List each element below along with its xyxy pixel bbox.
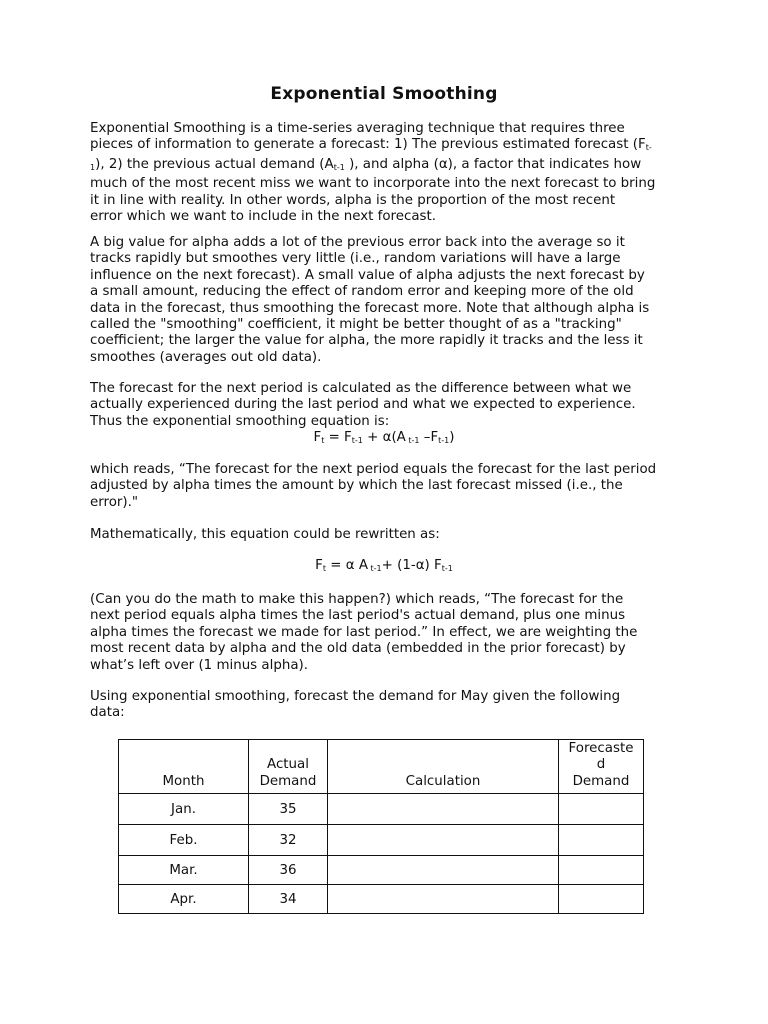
text-line: called the "smoothing" coefficient, it might be better thought of as a "tracking" bbox=[90, 317, 622, 333]
smoothing-equation: $F_t = F_{t-1} + \alpha(A$ $_{t-1}$ $-F_{t-1}$) bbox=[313, 430, 455, 445]
table-row bbox=[119, 825, 644, 856]
text-line: which reads, “The forecast for the next period equals the forecast for the last period bbox=[90, 462, 657, 477]
paragraph-math bbox=[90, 592, 682, 674]
text-line: Exponential Smoothing is a time-series averaging technique that requires three bbox=[90, 121, 625, 136]
cell-calculation[interactable] bbox=[328, 794, 559, 825]
demand-table bbox=[118, 739, 644, 914]
cell-calculation[interactable] bbox=[328, 885, 559, 914]
column-header-calculation: Calculation bbox=[328, 740, 559, 794]
paragraph-rewrite bbox=[90, 527, 682, 543]
text-line: a small amount, reducing the effect of random error and keeping more of the old bbox=[90, 284, 634, 300]
paragraph-forecast bbox=[90, 381, 682, 430]
cell-demand: 35 bbox=[249, 794, 328, 825]
cell-forecast[interactable] bbox=[559, 885, 644, 914]
text-line: much of the most recent miss we want to incorporate into the next forecast to bring bbox=[90, 176, 656, 192]
page-title: Exponential Smoothing bbox=[270, 84, 498, 104]
text-line: data in the forecast, thus smoothing the forecast more. Note that although alpha is bbox=[90, 300, 650, 316]
paragraph-question bbox=[90, 689, 682, 722]
text-line: smoothes (averages out old data). bbox=[90, 349, 322, 365]
text-line: influence on the next forecast). A small value of alpha adjusts the next forecast by bbox=[90, 267, 645, 283]
text-line: tracks rapidly but smoothes very little (i.e., random variations will have a large bbox=[90, 251, 621, 267]
cell-forecast[interactable] bbox=[559, 856, 644, 885]
column-header-month: Month bbox=[119, 740, 249, 794]
table-header-row bbox=[119, 740, 644, 794]
cell-month: Mar. bbox=[119, 856, 249, 885]
text-line: Mathematically, this equation could be rewritten as: bbox=[90, 527, 440, 542]
column-header-forecasted-demand: Forecaste d Demand bbox=[559, 740, 644, 794]
text-line: Thus the exponential smoothing equation is: bbox=[90, 413, 390, 429]
paragraph-alpha bbox=[90, 235, 682, 366]
cell-month: Apr. bbox=[119, 885, 249, 914]
column-header-actual-demand: Actual Demand bbox=[249, 740, 328, 794]
text-line: (Can you do the math to make this happen?) which reads, “The forecast for the bbox=[90, 592, 624, 607]
text-line: next period equals alpha times the last period's actual demand, plus one minus bbox=[90, 608, 626, 624]
text-line: adjusted by alpha times the amount by which the last forecast missed (i.e., the bbox=[90, 478, 623, 494]
text-line: what’s left over (1 minus alpha). bbox=[90, 657, 309, 673]
cell-demand: 32 bbox=[249, 825, 328, 856]
text-line: A big value for alpha adds a lot of the previous error back into the average so it bbox=[90, 235, 625, 250]
rewritten-equation: $F_t = \alpha$ A $_{t-1}$+ (1-α) $F_{t-1}$ bbox=[315, 558, 453, 573]
cell-demand: 36 bbox=[249, 856, 328, 885]
cell-demand: 34 bbox=[249, 885, 328, 914]
text-line: actually experienced during the last period and what we expected to experience. bbox=[90, 397, 636, 413]
table-row bbox=[119, 794, 644, 825]
cell-calculation[interactable] bbox=[328, 825, 559, 856]
text-line: pieces of information to generate a forecast: 1) The previous estimated forecast ($F_{t-}$ bbox=[90, 137, 652, 153]
text-line: The forecast for the next period is calculated as the difference between what we bbox=[90, 381, 632, 396]
text-line: coefficient; the larger the value for alpha, the more rapidly it tracks and the less it bbox=[90, 333, 643, 349]
cell-calculation[interactable] bbox=[328, 856, 559, 885]
cell-month: Feb. bbox=[119, 825, 249, 856]
paragraph-reads bbox=[90, 462, 682, 511]
table-row bbox=[119, 885, 644, 914]
cell-forecast[interactable] bbox=[559, 794, 644, 825]
text-line: alpha times the forecast we made for last period.” In effect, we are weighting the bbox=[90, 624, 638, 640]
text-line: data: bbox=[90, 705, 125, 721]
text-line: Using exponential smoothing, forecast the demand for May given the following bbox=[90, 689, 621, 704]
cell-forecast[interactable] bbox=[559, 825, 644, 856]
text-line: it in line with reality. In other words, alpha is the proportion of the most recent bbox=[90, 192, 616, 208]
table-row bbox=[119, 856, 644, 885]
cell-month: Jan. bbox=[119, 794, 249, 825]
text-line: error)." bbox=[90, 494, 139, 510]
text-line: most recent data by alpha and the old data (embedded in the prior forecast) by bbox=[90, 641, 626, 657]
text-line: $_1$), 2) the previous actual demand ($A_{t-1}$ ), and alpha (α), a factor that indicates how bbox=[90, 156, 642, 172]
paragraph-intro bbox=[90, 121, 682, 225]
text-line: error which we want to include in the next forecast. bbox=[90, 209, 437, 225]
